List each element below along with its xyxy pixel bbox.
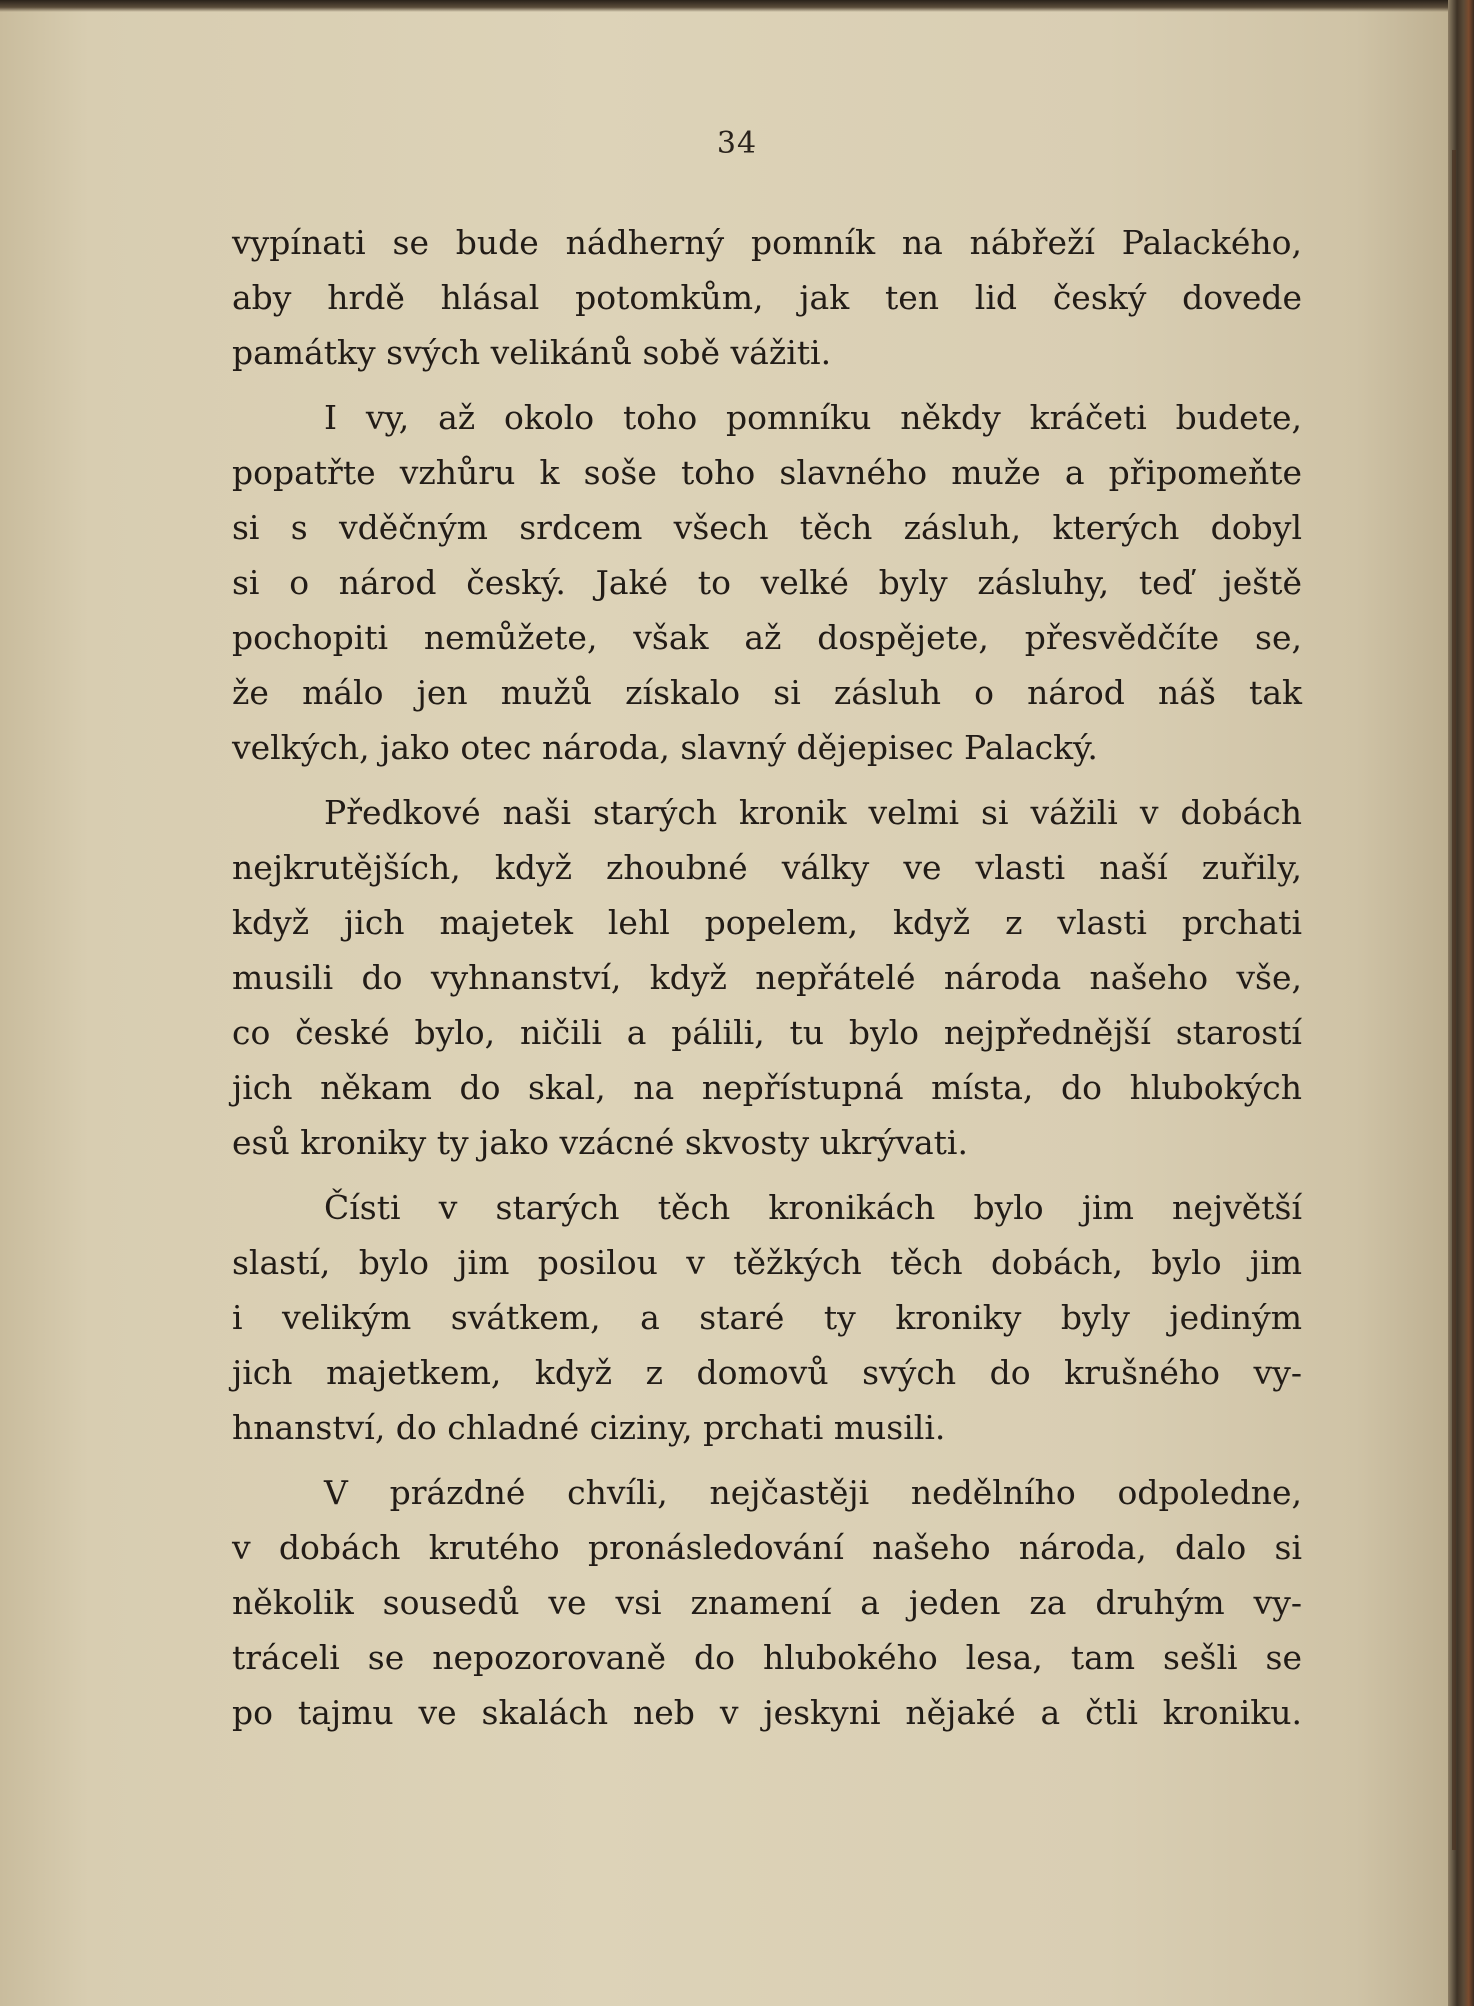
text-line: několik sousedů ve vsi znamení a jeden za druhým vy- [232,1583,1302,1622]
text-line: po tajmu ve skalách neb v jeskyni nějaké a čtli kroniku. [232,1693,1302,1732]
text-line: slastí, bylo jim posilou v těžkých těch dobách, bylo jim [232,1243,1302,1282]
text-line: si o národ český. Jaké to velké byly zásluhy, teď ještě [232,563,1302,602]
text-line: pochopiti nemůžete, však až dospějete, přesvědčíte se, [232,618,1302,657]
paragraph-4 [232,1180,1302,1455]
text-line: esů kroniky ty jako vzácné skvosty ukrývati. [232,1123,968,1162]
text-line: Čísti v starých těch kronikách bylo jim největší [324,1188,1302,1227]
text-line: v dobách krutého pronásledování našeho národa, dalo si [232,1528,1302,1567]
text-line: památky svých velikánů sobě vážiti. [232,333,832,372]
paragraph-1 [232,215,1302,380]
text-line: nejkrutějších, když zhoubné války ve vlasti naší zuřily, [232,848,1302,887]
paragraph-3 [232,785,1302,1170]
text-line: musili do vyhnanství, když nepřátelé národa našeho vše, [232,958,1302,997]
page-number: 34 [716,126,758,161]
body-text [232,215,1302,1750]
binding-line [1452,150,1456,1850]
text-line: velkých, jako otec národa, slavný dějepisec Palacký. [232,728,1098,767]
text-line: když jich majetek lehl popelem, když z vlasti prchati [232,903,1302,942]
page-top-edge [0,0,1474,12]
text-line: co české bylo, ničili a pálili, tu bylo nejpřednější starostí [232,1013,1302,1052]
text-line: tráceli se nepozorovaně do hlubokého lesa, tam sešli se [232,1638,1302,1677]
text-line: jich majetkem, když z domovů svých do krušného vy- [232,1353,1302,1392]
text-line: popatřte vzhůru k soše toho slavného muže a připomeňte [232,453,1302,492]
text-line: jich někam do skal, na nepřístupná místa, do hlubokých [232,1068,1302,1107]
text-line: si s vděčným srdcem všech těch zásluh, kterých dobyl [232,508,1302,547]
text-line: vypínati se bude nádherný pomník na nábřeží Palackého, [232,223,1302,262]
text-line: I vy, až okolo toho pomníku někdy kráčeti budete, [324,398,1302,437]
text-line: že málo jen mužů získalo si zásluh o národ náš tak [232,673,1302,712]
text-line: V prázdné chvíli, nejčastěji nedělního odpoledne, [324,1473,1302,1512]
paragraph-5 [232,1465,1302,1740]
text-line: hnanství, do chladné ciziny, prchati musili. [232,1408,946,1447]
paragraph-2 [232,390,1302,775]
text-line: i velikým svátkem, a staré ty kroniky byly jediným [232,1298,1302,1337]
text-line: Předkové naši starých kronik velmi si vážili v dobách [324,793,1302,832]
text-line: aby hrdě hlásal potomkům, jak ten lid český dovede [232,278,1302,317]
